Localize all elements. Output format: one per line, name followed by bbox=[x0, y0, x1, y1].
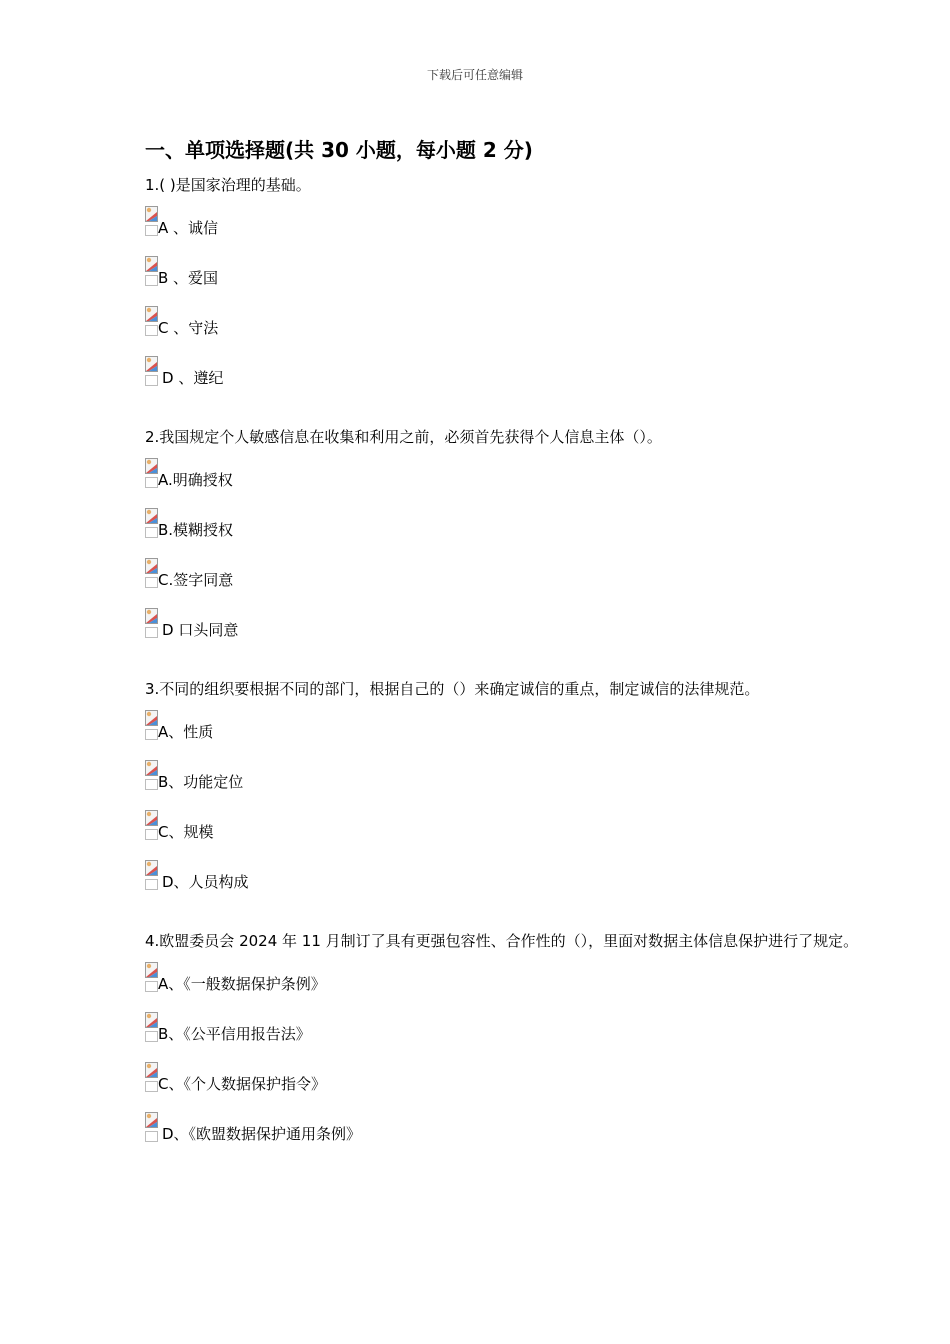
question-2 bbox=[145, 426, 935, 642]
broken-image-icon bbox=[145, 860, 158, 890]
broken-image-icon bbox=[145, 206, 158, 236]
option-label: C 、守法 bbox=[158, 319, 219, 337]
question-stem: 4.欧盟委员会 2024 年 11 月制订了具有更强包容性、合作性的（），里面对数据主体信息保护进行了规定。 bbox=[145, 932, 859, 950]
option-label: B、《公平信用报告法》 bbox=[158, 1025, 311, 1043]
broken-image-icon bbox=[145, 810, 158, 840]
option-label: B 、爱国 bbox=[158, 269, 219, 287]
option-b[interactable] bbox=[145, 256, 935, 290]
option-c[interactable] bbox=[145, 558, 935, 592]
option-d[interactable] bbox=[145, 608, 935, 642]
option-b[interactable] bbox=[145, 508, 935, 542]
broken-image-icon bbox=[145, 306, 158, 336]
question-1 bbox=[145, 174, 935, 390]
broken-image-icon bbox=[145, 356, 158, 386]
option-label: D 口头同意 bbox=[162, 621, 239, 639]
option-b[interactable] bbox=[145, 1012, 935, 1046]
broken-image-icon bbox=[145, 1062, 158, 1092]
broken-image-icon bbox=[145, 608, 158, 638]
option-label: A.明确授权 bbox=[158, 471, 233, 489]
option-label: C.签字同意 bbox=[158, 571, 234, 589]
option-label: D 、遵纪 bbox=[162, 369, 224, 387]
broken-image-icon bbox=[145, 1012, 158, 1042]
option-label: C、规模 bbox=[158, 823, 214, 841]
broken-image-icon bbox=[145, 962, 158, 992]
option-label: D、《欧盟数据保护通用条例》 bbox=[162, 1125, 362, 1143]
question-stem: 2.我国规定个人敏感信息在收集和利用之前，必须首先获得个人信息主体（）。 bbox=[145, 428, 662, 446]
question-list bbox=[145, 136, 935, 1146]
page-header-note: 下载后可任意编辑 bbox=[426, 68, 523, 82]
option-d[interactable] bbox=[145, 356, 935, 390]
option-label: A、《一般数据保护条例》 bbox=[158, 975, 326, 993]
option-c[interactable] bbox=[145, 810, 935, 844]
option-label: A 、诚信 bbox=[158, 219, 219, 237]
broken-image-icon bbox=[145, 558, 158, 588]
option-a[interactable] bbox=[145, 962, 935, 996]
option-label: C、《个人数据保护指令》 bbox=[158, 1075, 326, 1093]
question-stem: 3.不同的组织要根据不同的部门，根据自己的（）来确定诚信的重点，制定诚信的法律规范。 bbox=[145, 680, 760, 698]
broken-image-icon bbox=[145, 1112, 158, 1142]
option-d[interactable] bbox=[145, 860, 935, 894]
option-a[interactable] bbox=[145, 206, 935, 240]
option-c[interactable] bbox=[145, 306, 935, 340]
option-label: A、性质 bbox=[158, 723, 214, 741]
section-title: 一、单项选择题(共 30 小题，每小题 2 分) bbox=[145, 138, 533, 162]
option-c[interactable] bbox=[145, 1062, 935, 1096]
question-stem: 1.( )是国家治理的基础。 bbox=[145, 176, 311, 194]
option-a[interactable] bbox=[145, 458, 935, 492]
broken-image-icon bbox=[145, 710, 158, 740]
broken-image-icon bbox=[145, 256, 158, 286]
option-d[interactable] bbox=[145, 1112, 935, 1146]
broken-image-icon bbox=[145, 458, 158, 488]
broken-image-icon bbox=[145, 760, 158, 790]
option-label: D、人员构成 bbox=[162, 873, 249, 891]
question-3 bbox=[145, 678, 935, 894]
option-b[interactable] bbox=[145, 760, 935, 794]
option-a[interactable] bbox=[145, 710, 935, 744]
question-4 bbox=[145, 930, 935, 1146]
option-label: B.模糊授权 bbox=[158, 521, 234, 539]
option-label: B、功能定位 bbox=[158, 773, 244, 791]
broken-image-icon bbox=[145, 508, 158, 538]
